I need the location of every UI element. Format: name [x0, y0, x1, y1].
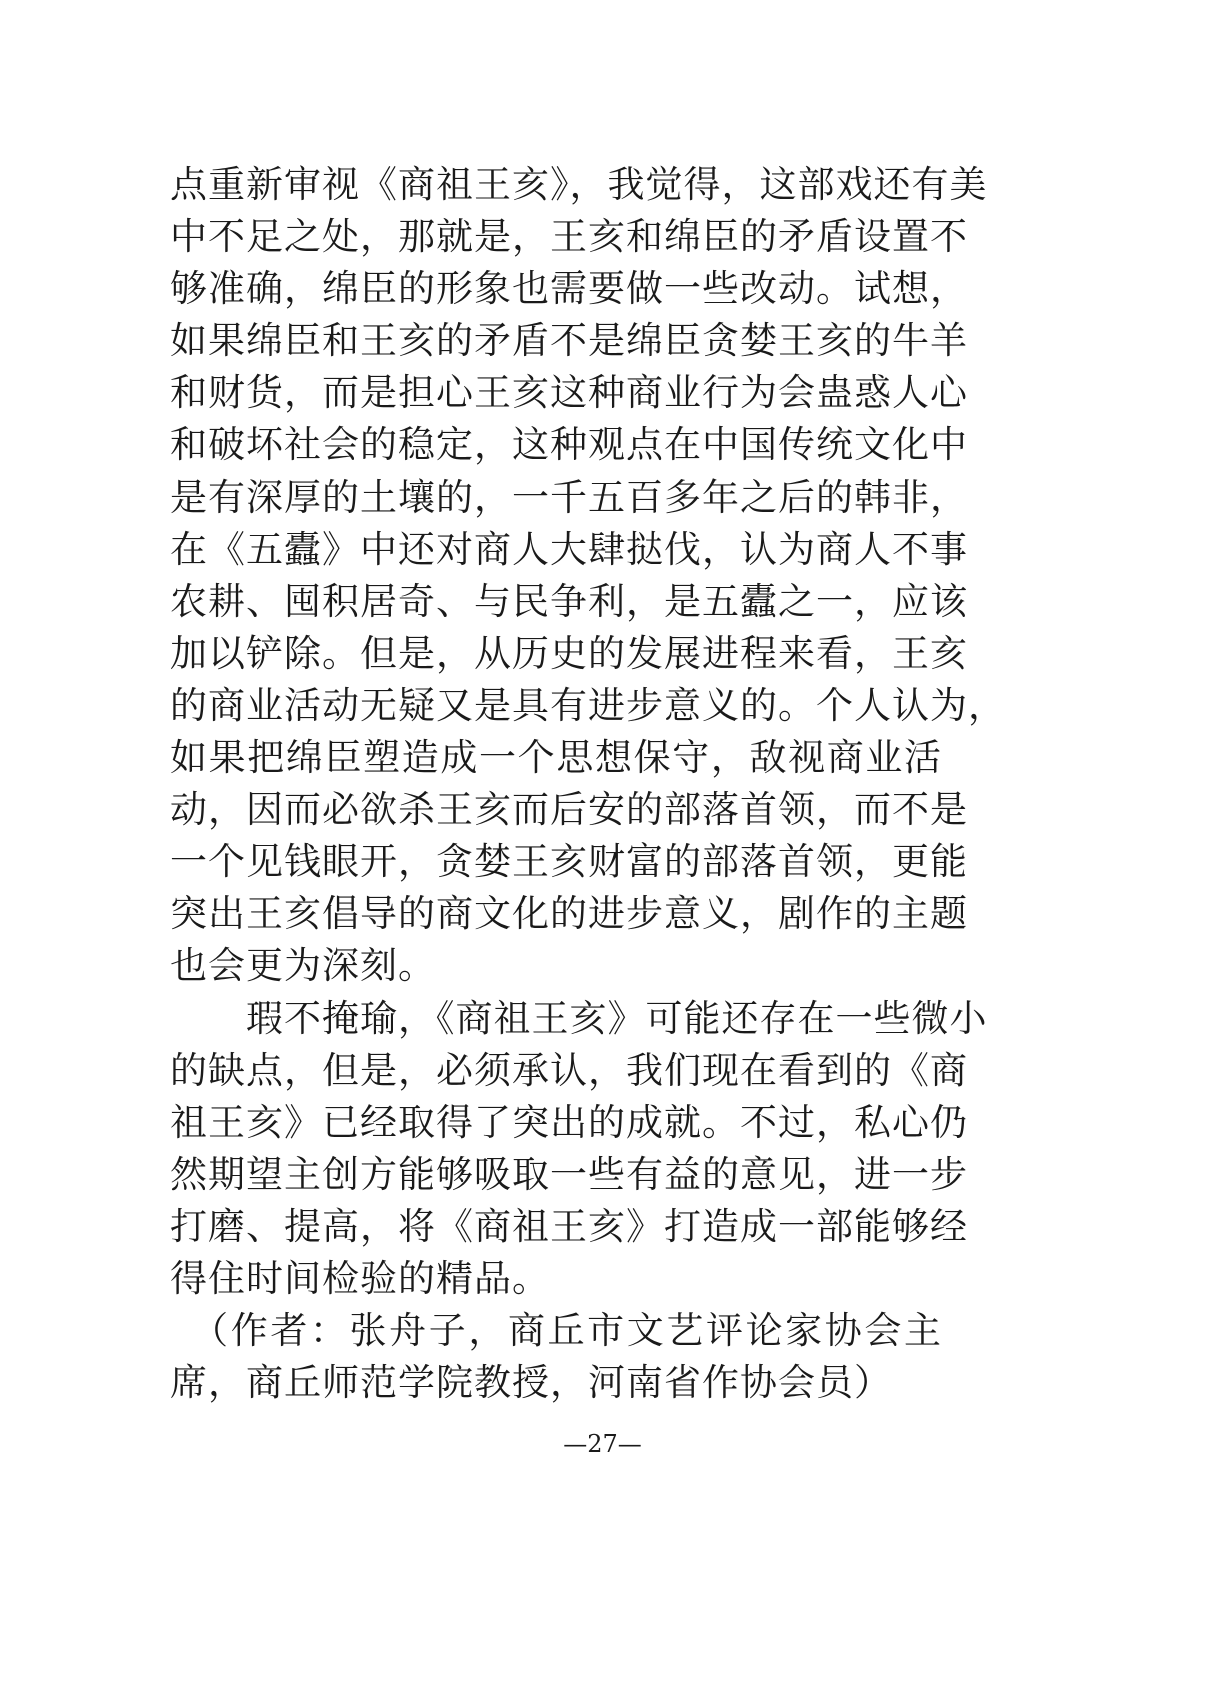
text-line: 和破坏社会的稳定，这种观点在中国传统文化中 — [170, 423, 968, 467]
text-line: 如果把绵臣塑造成一个思想保守，敌视商业活 — [170, 736, 942, 780]
text-line: 得住时间检验的精品。 — [170, 1256, 550, 1300]
text-line: （作者：张舟子，商丘市文艺评论家协会主 — [170, 1309, 942, 1353]
text-line: 如果绵臣和王亥的矛盾不是绵臣贪婪王亥的牛羊 — [170, 319, 968, 363]
text-line: 一个见钱眼开，贪婪王亥财富的部落首领，更能 — [170, 840, 968, 884]
text-line: 和财货，而是担心王亥这种商业行为会蛊惑人心 — [170, 371, 968, 415]
text-line: 瑕不掩瑜，《商祖王亥》可能还存在一些微小 — [170, 996, 988, 1040]
text-line: 祖王亥》已经取得了突出的成就。不过，私心仍 — [170, 1100, 968, 1144]
text-line: 中不足之处，那就是，王亥和绵臣的矛盾设置不 — [170, 215, 968, 259]
text-line: 够准确，绵臣的形象也需要做一些改动。试想， — [170, 267, 968, 311]
text-line: 点重新审视《商祖王亥》，我觉得，这部戏还有美 — [170, 163, 988, 206]
page-number: —27— — [563, 1430, 642, 1458]
text-line: 是有深厚的土壤的，一千五百多年之后的韩非， — [170, 475, 968, 519]
text-line: 然期望主创方能够吸取一些有益的意见，进一步 — [170, 1152, 968, 1196]
text-line: 农耕、囤积居奇、与民争利，是五蠹之一，应该 — [170, 579, 968, 623]
body-text — [170, 159, 1006, 1409]
text-line: 的缺点，但是，必须承认，我们现在看到的《商 — [170, 1048, 968, 1092]
text-line: 在《五蠹》中还对商人大肆挞伐，认为商人不事 — [170, 527, 968, 571]
text-line: 打磨、提高，将《商祖王亥》打造成一部能够经 — [170, 1204, 968, 1248]
text-line: 的商业活动无疑又是具有进步意义的。个人认为， — [170, 683, 1006, 727]
text-line: 席，商丘师范学院教授，河南省作协会员） — [170, 1361, 892, 1405]
text-line: 加以铲除。但是，从历史的发展进程来看，王亥 — [170, 631, 968, 675]
text-line: 动，因而必欲杀王亥而后安的部落首领，而不是 — [170, 788, 968, 832]
text-line: 突出王亥倡导的商文化的进步意义，剧作的主题 — [170, 892, 968, 936]
text-line: 也会更为深刻。 — [170, 944, 436, 988]
